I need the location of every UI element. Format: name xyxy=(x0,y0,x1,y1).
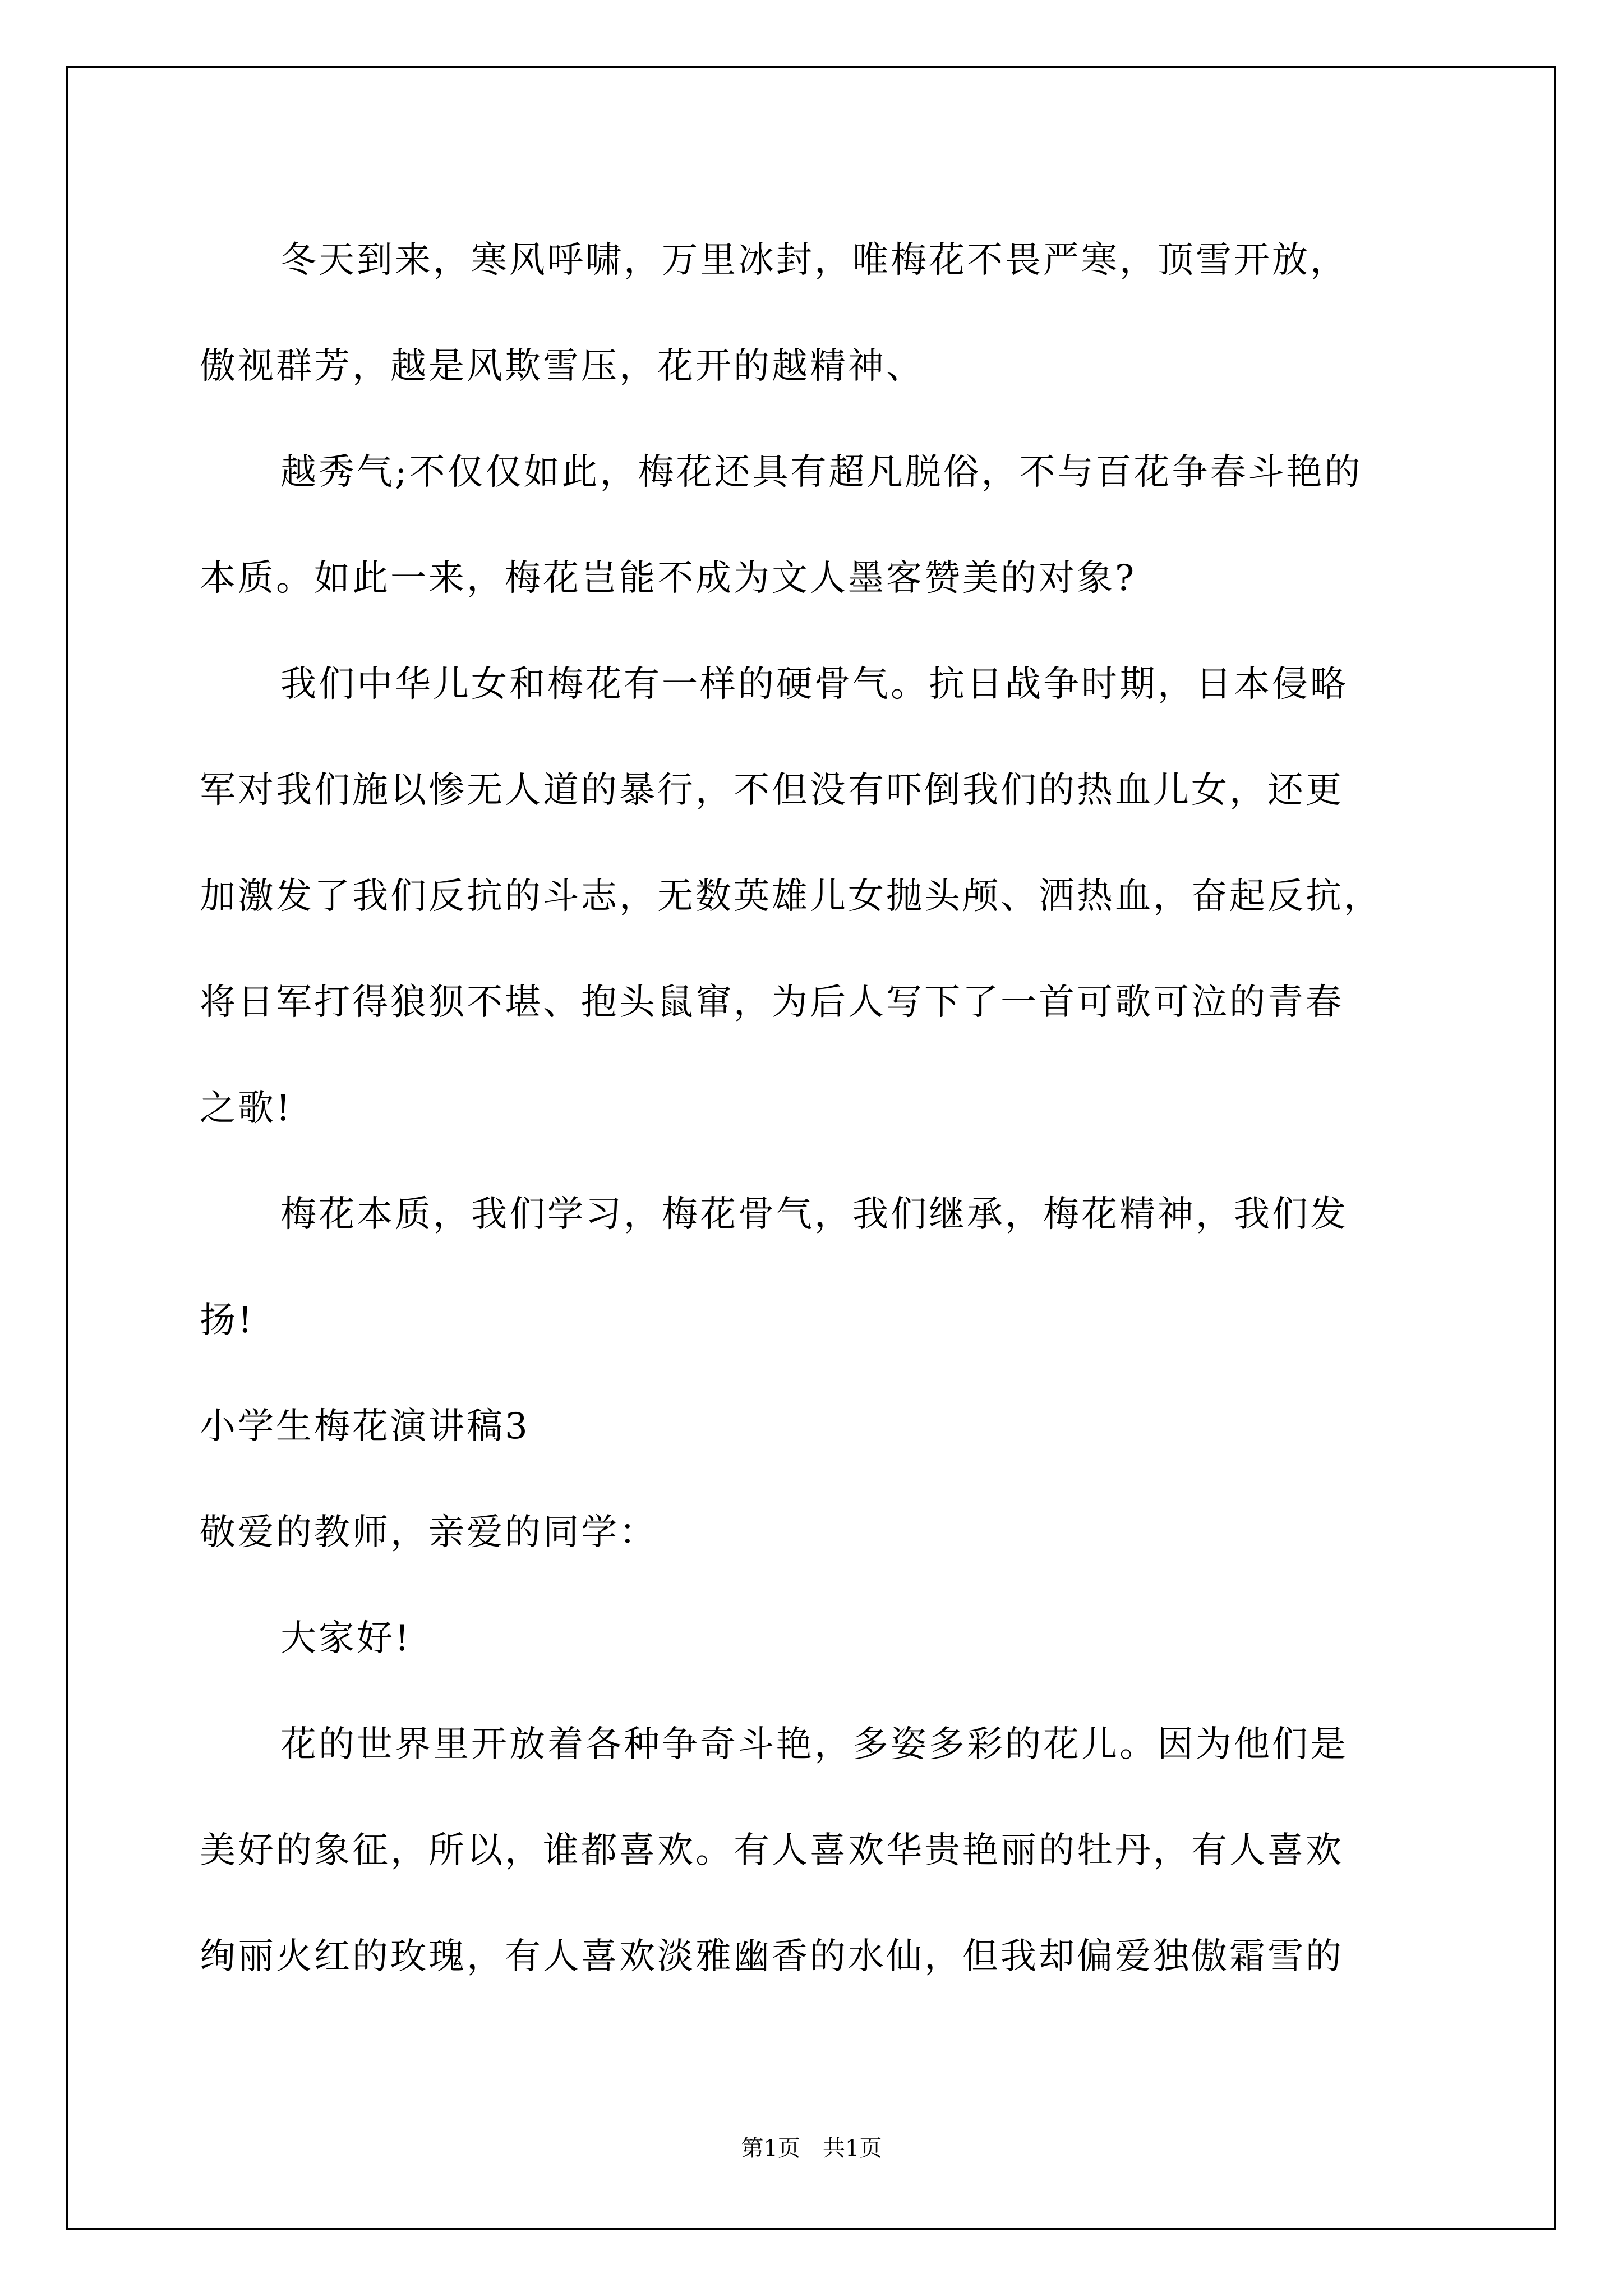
page-number: 第1页 xyxy=(741,2136,800,2161)
text-line-8: 将日军打得狼狈不堪、抱头鼠窜，为后人写下了一首可歌可泣的青春 xyxy=(200,982,1344,1023)
text-line-15: 花的世界里开放着各种争奇斗艳，多姿多彩的花儿。因为他们是 xyxy=(280,1724,1348,1765)
text-line-6: 军对我们施以惨无人道的暴行，不但没有吓倒我们的热血儿女，还更 xyxy=(200,770,1344,811)
text-line-7: 加激发了我们反抗的斗志，无数英雄儿女抛头颅、洒热血，奋起反抗， xyxy=(200,876,1382,917)
text-line-17: 绚丽火红的玫瑰，有人喜欢淡雅幽香的水仙，但我却偏爱独傲霜雪的 xyxy=(200,1936,1344,1977)
text-line-3: 越秀气;不仅仅如此，梅花还具有超凡脱俗，不与百花争春斗艳的 xyxy=(280,452,1363,493)
page-footer xyxy=(0,2132,1623,2165)
salutation: 敬爱的教师，亲爱的同学： xyxy=(200,1512,657,1553)
section-heading: 小学生梅花演讲稿3 xyxy=(200,1406,530,1447)
text-line-16: 美好的象征，所以，谁都喜欢。有人喜欢华贵艳丽的牡丹，有人喜欢 xyxy=(200,1830,1344,1871)
page-total: 共1页 xyxy=(823,2136,882,2161)
text-line-4: 本质。如此一来，梅花岂能不成为文人墨客赞美的对象? xyxy=(200,558,1137,599)
text-line-2: 傲视群芳，越是风欺雪压，花开的越精神、 xyxy=(200,346,924,387)
document-body xyxy=(200,208,1456,2010)
text-line-1: 冬天到来，寒风呼啸，万里冰封，唯梅花不畏严寒，顶雪开放， xyxy=(280,240,1348,281)
text-line-10: 梅花本质，我们学习，梅花骨气，我们继承，梅花精神，我们发 xyxy=(280,1194,1348,1235)
text-line-9: 之歌! xyxy=(200,1088,293,1129)
text-line-11: 扬! xyxy=(200,1300,255,1341)
greeting: 大家好! xyxy=(280,1618,412,1659)
text-line-5: 我们中华儿女和梅花有一样的硬骨气。抗日战争时期，日本侵略 xyxy=(280,664,1348,705)
